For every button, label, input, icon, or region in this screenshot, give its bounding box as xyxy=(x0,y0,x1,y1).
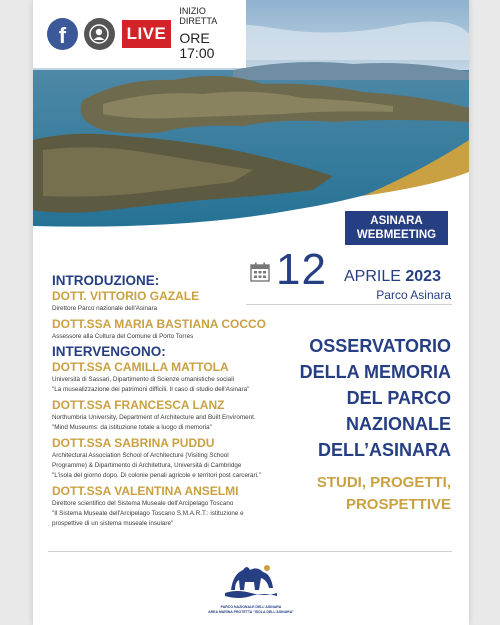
logo-line-2: AREA MARINA PROTETTA "ISOLA DELL'ASINARA" xyxy=(208,610,294,614)
logo-line-1: PARCO NAZIONALE DELL'ASINARA xyxy=(220,605,282,609)
talk-title: "La musealizzazione dei patrimoni difficili. Il caso di studio dell'Asinara" xyxy=(52,386,250,393)
speaker-affiliation: Direttore scientifico del Sistema Museale dell'Arcipelago Toscano xyxy=(52,500,234,507)
speaker-name: DOTT. VITTORIO GAZALE xyxy=(52,289,200,303)
speaker-affiliation: Università di Sassari, Dipartimento di Scienze umanistiche sociali xyxy=(52,376,234,383)
title-line: OSSERVATORIO xyxy=(309,336,451,356)
talk-title: "L'isola del giorno dopo. Di colonie penali agricole e territori post carcerari." xyxy=(52,472,262,479)
title-line: DELL’ASINARA xyxy=(317,440,451,460)
title-line: DEL PARCO xyxy=(346,388,451,408)
park-logo xyxy=(208,560,294,615)
event-day: 12 xyxy=(276,245,327,294)
live-start-info xyxy=(179,7,246,62)
speaker-name: DOTT.SSA MARIA BASTIANA COCCO xyxy=(52,317,266,331)
title-line: DELLA MEMORIA xyxy=(299,362,451,382)
title-line: NAZIONALE xyxy=(346,414,451,434)
event-poster xyxy=(33,0,469,625)
speaker-affiliation: Assessore alla Cultura del Comune di Porto Torres xyxy=(52,333,194,340)
talk-title: "Il Sistema Museale dell'Arcipelago Toscano S.M.A.R.T.: istituzione e xyxy=(52,510,244,517)
facebook-icon[interactable]: f xyxy=(47,18,78,50)
intro-heading: INTRODUZIONE: xyxy=(52,273,160,288)
speaker-name: DOTT.SSA FRANCESCA LANZ xyxy=(52,398,225,412)
webmeeting-badge xyxy=(345,211,448,245)
speaker-name: DOTT.SSA SABRINA PUDDU xyxy=(52,436,215,450)
subtitle-line: PROSPETTIVE xyxy=(345,496,451,513)
donkey-logo-icon xyxy=(223,560,279,600)
divider xyxy=(48,551,452,552)
event-year: 2023 xyxy=(405,268,441,285)
speaker-name: DOTT.SSA VALENTINA ANSELMI xyxy=(52,484,239,498)
speaker-name: DOTT.SSA CAMILLA MATTOLA xyxy=(52,360,229,374)
program-list xyxy=(52,270,287,528)
badge-line-1: ASINARA xyxy=(370,215,423,227)
start-label: INIZIO DIRETTA xyxy=(179,5,218,26)
livestream-icon[interactable] xyxy=(84,18,115,50)
event-month: APRILE xyxy=(344,268,401,285)
live-badge: LIVE xyxy=(122,20,172,48)
speaker-affiliation: Programme) & Dipartimento di Architettura, Università di Cambridge xyxy=(52,462,242,469)
speakers-heading: INTERVENGONO: xyxy=(52,344,166,359)
badge-line-2: WEBMEETING xyxy=(356,229,437,241)
subtitle-line: STUDI, PROGETTI, xyxy=(316,474,451,491)
talk-title: "Mind Museums: da istituzione totale a luogo di memoria" xyxy=(52,424,212,431)
event-month-year xyxy=(344,268,441,286)
talk-title: prospettive di un sistema museale insulare" xyxy=(52,520,174,527)
event-venue: Parco Asinara xyxy=(376,288,451,302)
start-time: ORE 17:00 xyxy=(179,29,215,61)
live-stream-header xyxy=(33,0,246,68)
speaker-affiliation: Direttore Parco nazionale dell'Asinara xyxy=(52,305,158,312)
speaker-affiliation: Architectural Association School of Architecture (Visiting School xyxy=(52,452,229,459)
speaker-affiliation: Northumbria University, Department of Architecture and Built Enviroment. xyxy=(52,414,256,421)
